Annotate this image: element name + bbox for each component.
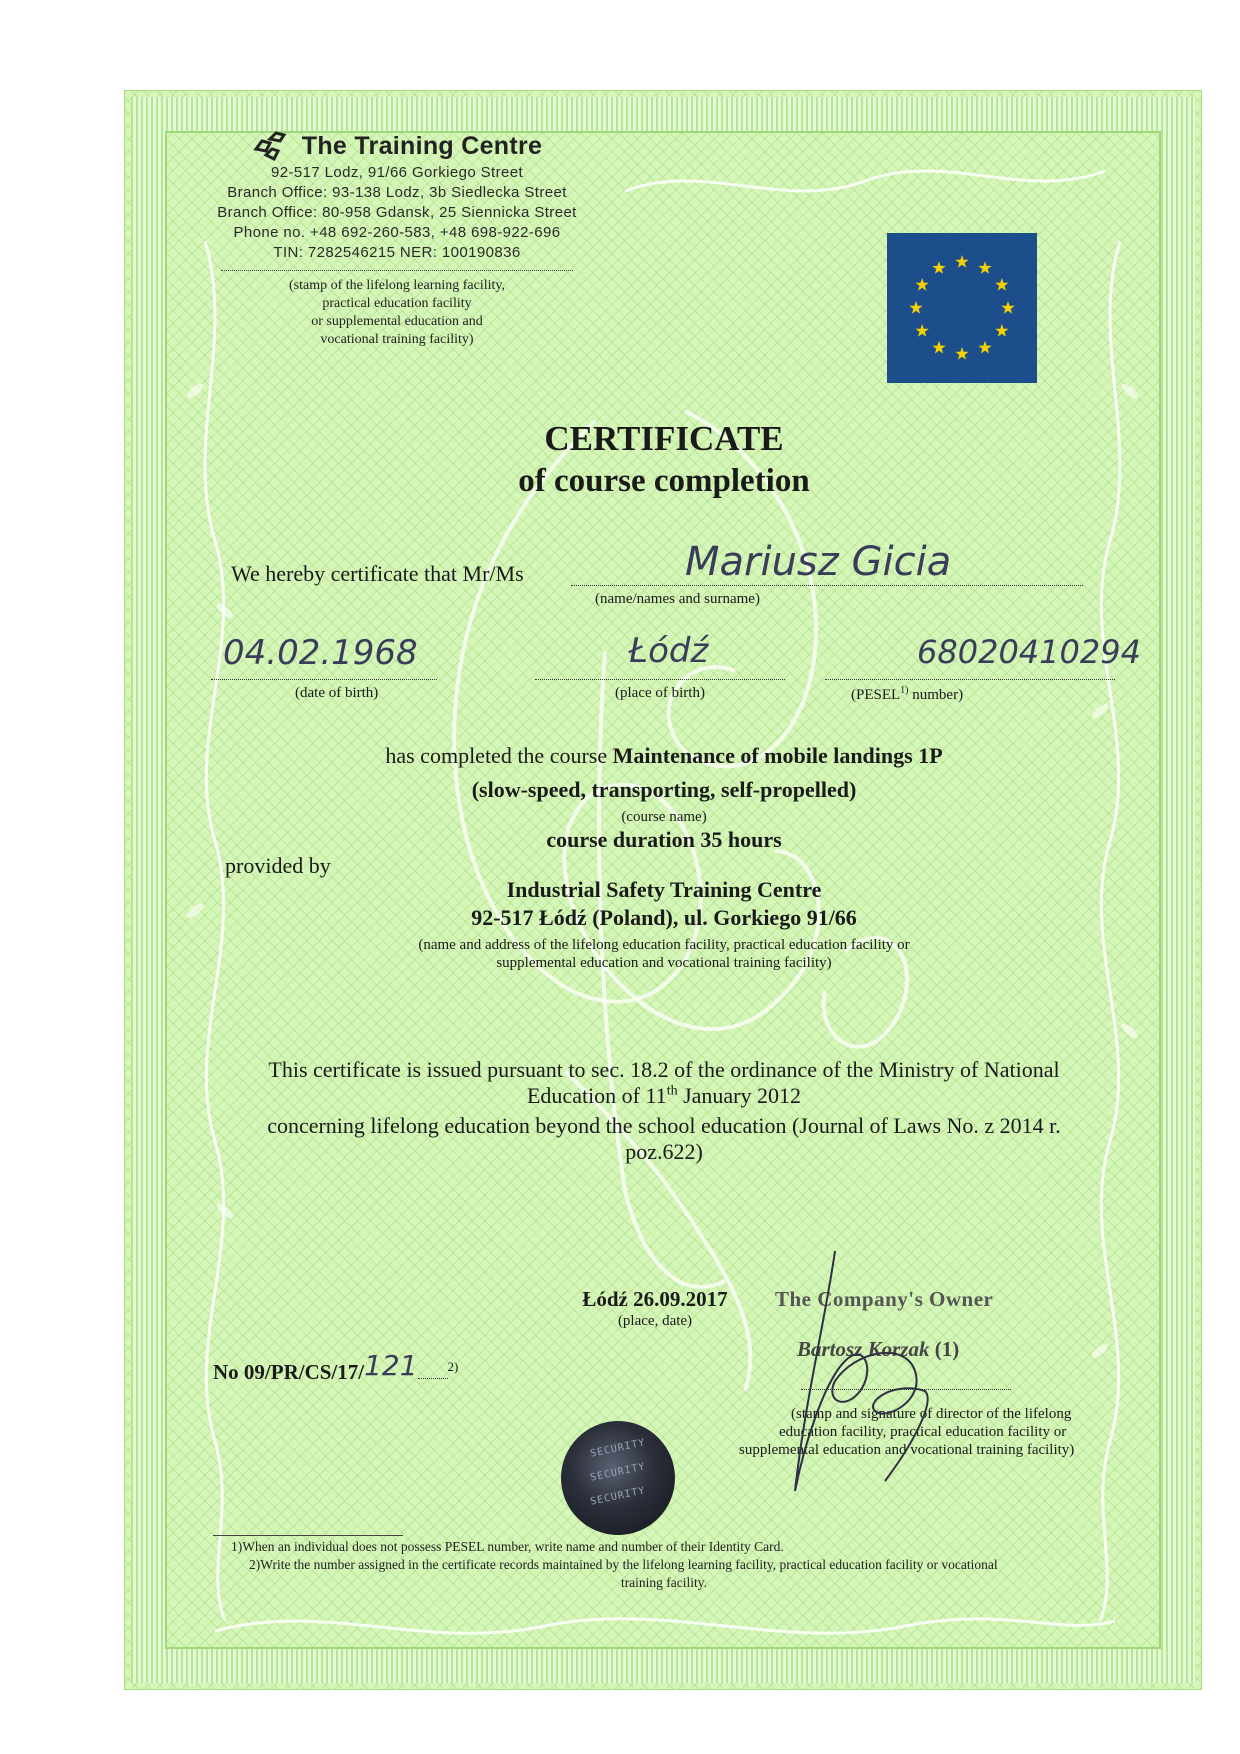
eu-flag-icon [887, 233, 1037, 383]
provider-address: 92-517 Łódź (Poland), ul. Gorkiego 91/66 [471, 905, 857, 930]
place-date-caption: (place, date) [617, 1313, 693, 1329]
certificate-sheet [124, 90, 1202, 1690]
org-name: The Training Centre [301, 131, 543, 160]
pesel-fill-line [825, 679, 1115, 680]
owner-name-suffix: (1) [934, 1337, 960, 1361]
legal-basis-line: concerning lifelong education beyond the school education (Journal of Laws No. z 2014 r. [267, 1113, 1061, 1138]
stamp-dotted-line [221, 269, 573, 271]
certificate-number: No 09/PR/CS/17/121 $^{2)}$ [213, 1349, 459, 1384]
footnote-1: 1)When an individual does not possess PESEL number, write name and number of their Identity Card. [231, 1539, 784, 1554]
stamp-phone-line: Phone no. +48 692-260-583, +48 698-922-696 [233, 224, 561, 241]
owner-name: Bartosz Korzak [797, 1337, 930, 1361]
signature-caption-block: (stamp and signature of director of the lifelong education facility, practical education facility or supplemental education and vocational training facility) [739, 1406, 1075, 1458]
provider-caption: supplemental education and vocational training facility) [496, 955, 832, 971]
stamp-caption: or supplemental education and [311, 314, 483, 329]
owner-title: The Company's Owner [775, 1287, 994, 1311]
date-of-birth-handwritten: 04.02.1968 [223, 633, 418, 673]
stamp-tin-line: TIN: 7282546215 NER: 100190836 [273, 244, 521, 261]
provider-caption: (name and address of the lifelong education facility, practical education facility or [418, 937, 910, 953]
stamp-branch-line: Branch Office: 80-958 Gdansk, 25 Siennicka Street [217, 204, 577, 221]
legal-basis-line: poz.622) [625, 1139, 703, 1164]
pob-fill-line [535, 679, 785, 680]
name-caption: (name/names and surname) [595, 591, 760, 607]
certificate-number-prefix: No 09/PR/CS/17/ [213, 1360, 365, 1384]
stamp-caption: (stamp of the lifelong learning facility, [288, 278, 506, 293]
certificate-title: CERTIFICATE [544, 419, 784, 458]
provided-by-label: provided by [225, 853, 331, 878]
certify-prefix: We hereby certificate that Mr/Ms [231, 561, 524, 586]
footnote-3: training facility. [620, 1575, 708, 1590]
footnote-2: 2)Write the number assigned in the certificate records maintained by the lifelong learning facility, practical education facility or vocational [249, 1557, 998, 1572]
number-fill-dots [418, 1378, 448, 1379]
name-fill-line [571, 585, 1083, 586]
course-caption: (course name) [621, 809, 707, 825]
dob-fill-line [211, 679, 437, 680]
course-duration: course duration 35 hours [546, 827, 782, 852]
stamp-address-line: 92-517 Lodz, 91/66 Gorkiego Street [270, 164, 524, 181]
course-name-2: (slow-speed, transporting, self-propelled) [471, 777, 857, 802]
hologram-seal-icon: SECURITY SECURITY SECURITY [561, 1421, 675, 1535]
pob-caption: (place of birth) [615, 685, 705, 701]
stamp-branch-line: Branch Office: 93-138 Lodz, 3b Siedlecka Street [227, 184, 567, 201]
place-of-birth-handwritten: Łódź [629, 631, 709, 671]
place-date: Łódź 26.09.2017 [582, 1287, 728, 1311]
course-name-1: Maintenance of mobile landings 1P [612, 743, 943, 768]
certificate-subtitle: of course completion [518, 463, 810, 499]
stamp-caption: practical education facility [322, 296, 472, 311]
certificate-number-handwritten: 121 [364, 1349, 418, 1382]
signature-icon [765, 1241, 965, 1501]
dob-caption: (date of birth) [295, 685, 379, 701]
legal-basis-line: Education of 11th January 2012 [526, 1083, 801, 1108]
footnote-separator [213, 1535, 403, 1536]
pesel-caption: (PESEL$^{1)}$ number) [851, 685, 964, 703]
provider-name: Industrial Safety Training Centre [506, 877, 822, 902]
training-centre-logo-icon [252, 129, 294, 163]
holder-name-handwritten: Mariusz Gicia [685, 539, 952, 585]
pesel-handwritten: 68020410294 [917, 633, 1141, 671]
course-line [125, 743, 1203, 769]
legal-basis-line: This certificate is issued pursuant to sec. 18.2 of the ordinance of the Ministry of National [268, 1057, 1060, 1082]
stamp-caption: vocational training facility) [320, 332, 474, 347]
course-prefix: has completed the course [385, 743, 608, 768]
facility-stamp [187, 129, 607, 349]
